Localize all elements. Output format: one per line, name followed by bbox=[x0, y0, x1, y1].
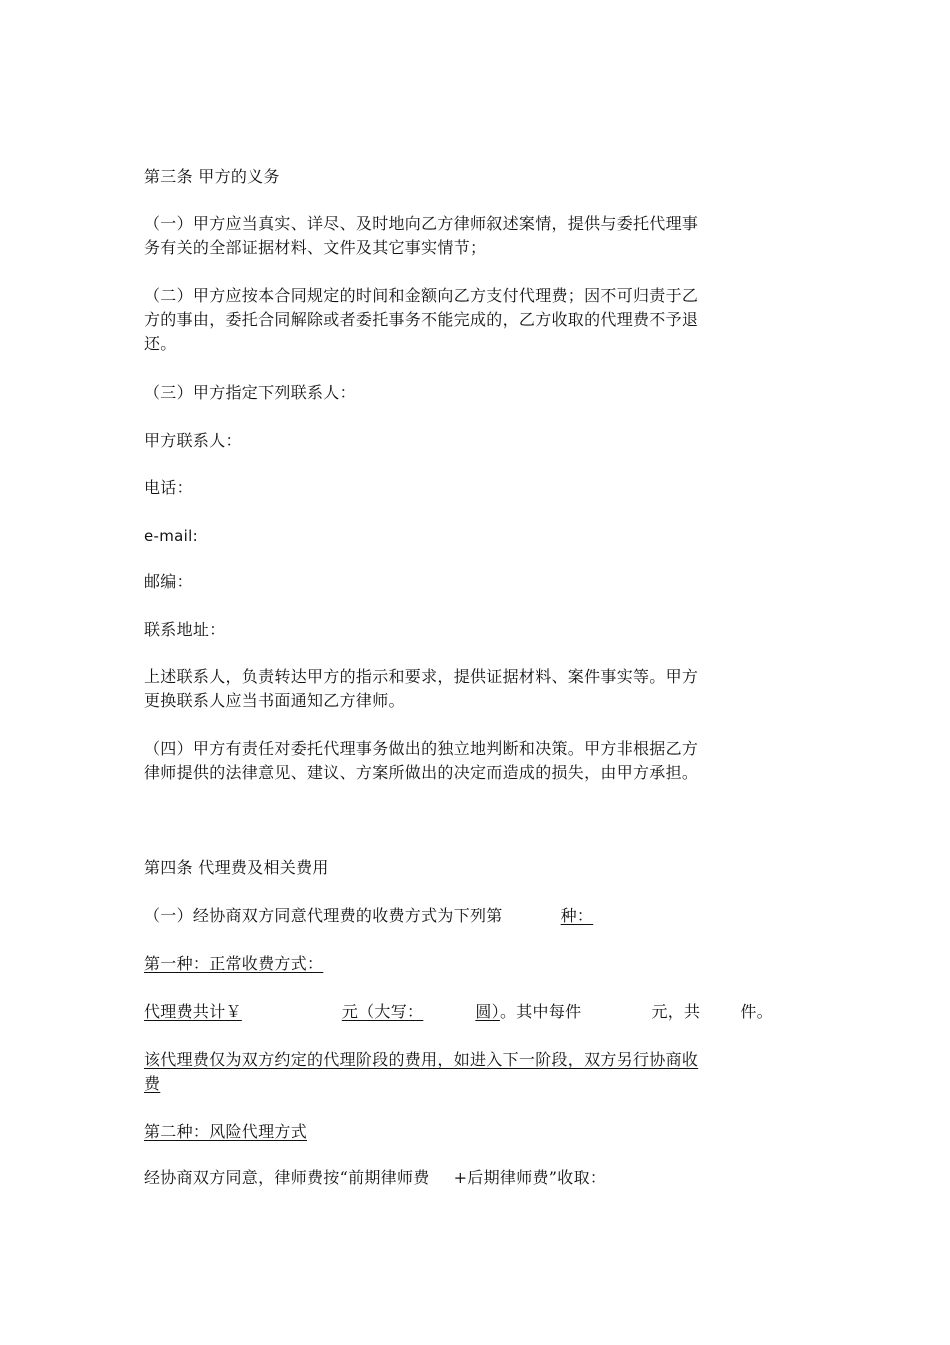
option1-note-line2: 费 bbox=[144, 1074, 161, 1093]
option1-title: 第一种：正常收费方式： bbox=[144, 954, 324, 973]
fee-total-line: 代理费共计￥ 元（大写： 圆）。其中每件 元，共 件。 bbox=[144, 1002, 773, 1021]
article3-item4-line2: 律师提供的法律意见、建议、方案所做出的决定而造成的损失，由甲方承担。 bbox=[144, 763, 699, 782]
phone-label: 电话： bbox=[144, 478, 193, 497]
fee-each-blank[interactable] bbox=[595, 1002, 651, 1021]
article3-item3: （三）甲方指定下列联系人： bbox=[144, 383, 356, 402]
contact-person-label: 甲方联系人： bbox=[144, 431, 242, 450]
option1-note-line1: 该代理费仅为双方约定的代理阶段的费用，如进入下一阶段，双方另行协商收 bbox=[144, 1050, 699, 1069]
article3-item2-line2: 方的事由，委托合同解除或者委托事务不能完成的，乙方收取的代理费不予退 bbox=[144, 310, 699, 329]
article4-heading: 第四条 代理费及相关费用 bbox=[144, 858, 329, 877]
fee-count-blank[interactable] bbox=[704, 1002, 740, 1021]
postcode-label: 邮编： bbox=[144, 572, 193, 591]
option2-desc: 经协商双方同意，律师费按“前期律师费 +后期律师费”收取： bbox=[144, 1168, 607, 1187]
option2-title: 第二种：风险代理方式 bbox=[144, 1122, 308, 1141]
fee-method-blank[interactable]: 种： bbox=[560, 906, 594, 925]
address-label: 联系地址： bbox=[144, 620, 226, 639]
contact-note-line2: 更换联系人应当书面通知乙方律师。 bbox=[144, 691, 405, 710]
article3-item1-line1: （一）甲方应当真实、详尽、及时地向乙方律师叙述案情，提供与委托代理事 bbox=[144, 214, 699, 233]
article4-item1-prefix: （一）经协商双方同意代理费的收费方式为下列第 bbox=[144, 906, 503, 925]
article4-item1 bbox=[144, 906, 593, 926]
contact-note-line1: 上述联系人，负责转达甲方的指示和要求，提供证据材料、案件事实等。甲方 bbox=[144, 667, 699, 686]
article3-item2-line3: 还。 bbox=[144, 334, 177, 353]
fee-total-underlined: 代理费共计￥ 元（大写： 圆） bbox=[144, 1002, 500, 1021]
article3-item2-line1: （二）甲方应按本合同规定的时间和金额向乙方支付代理费；因不可归责于乙 bbox=[144, 286, 699, 305]
email-label: e-mail: bbox=[144, 527, 198, 545]
article3-item4-line1: （四）甲方有责任对委托代理事务做出的独立地判断和决策。甲方非根据乙方 bbox=[144, 739, 699, 758]
article3-item1-line2: 务有关的全部证据材料、文件及其它事实情节； bbox=[144, 238, 487, 257]
article3-heading: 第三条 甲方的义务 bbox=[144, 167, 280, 186]
